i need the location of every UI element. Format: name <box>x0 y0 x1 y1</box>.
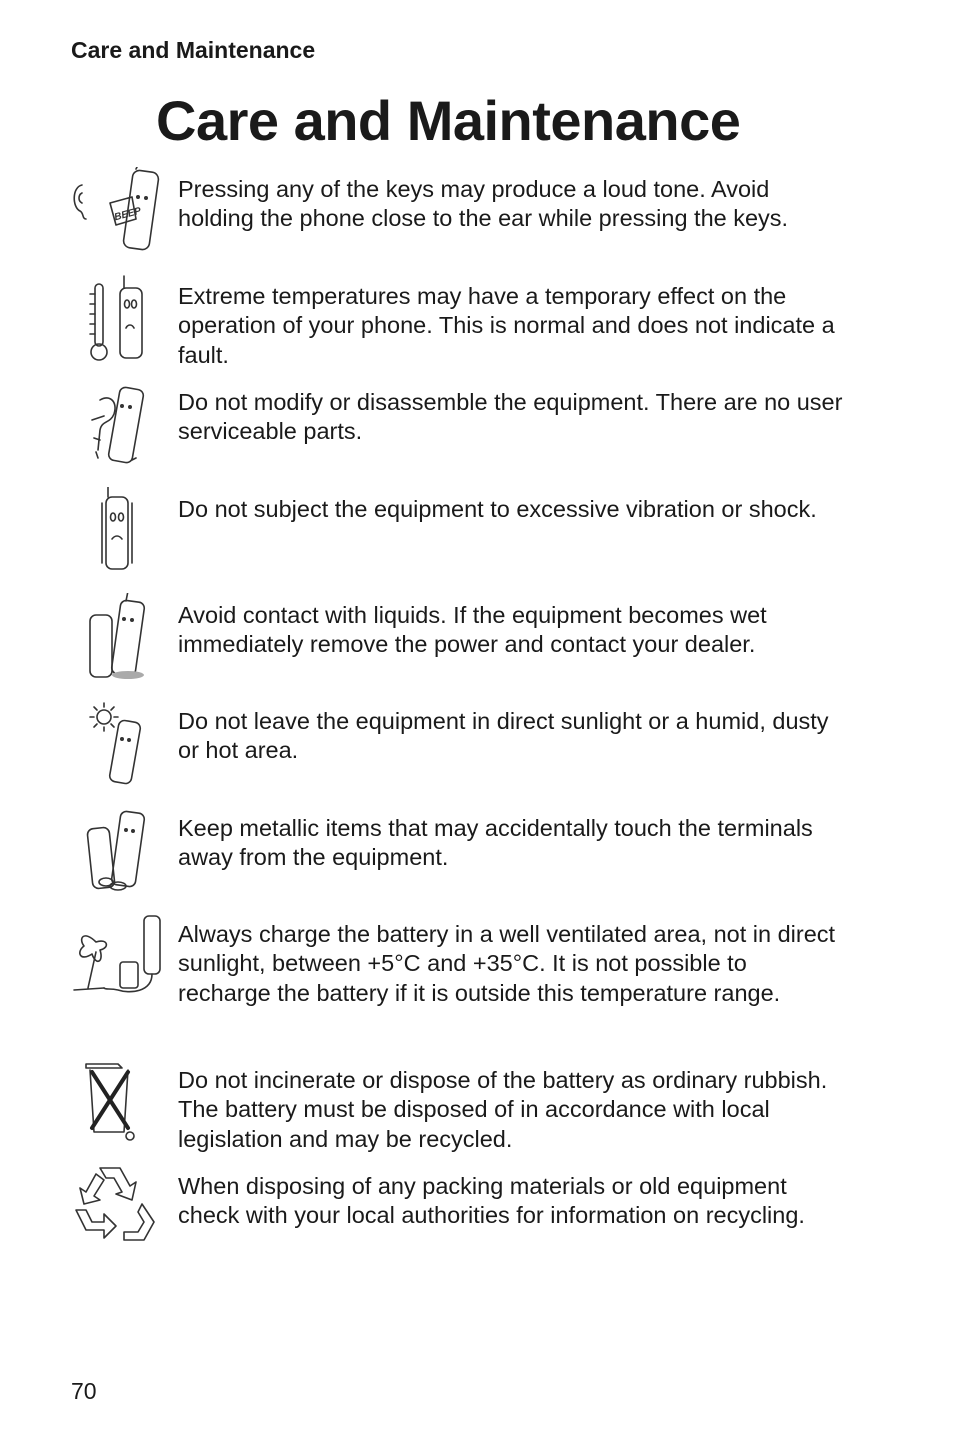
crossed-bin-icon <box>70 1058 162 1150</box>
sun-phone-icon <box>70 699 162 791</box>
fan-charger-phone-icon <box>70 912 162 1004</box>
recycle-icon <box>70 1164 162 1256</box>
care-item-text: Always charge the battery in a well ventilated area, not in direct sunlight, between +5°C and +35°C. It is not possible to recharge the battery if it is outside this temperature range. <box>178 921 836 1006</box>
care-item-text: Keep metallic items that may accidentally touch the terminals away from the equipment. <box>178 815 813 871</box>
running-header: Care and Maintenance <box>71 37 316 63</box>
shaking-phone-icon <box>70 487 162 579</box>
svg-text:BEEP: BEEP <box>113 205 143 224</box>
metal-items-phone-icon <box>70 806 162 898</box>
wet-phone-icon <box>70 593 162 685</box>
care-item-text: Avoid contact with liquids. If the equipment becomes wet immediately remove the power and contact your dealer. <box>178 602 767 658</box>
care-item-text: Do not leave the equipment in direct sunlight or a humid, dusty or hot area. <box>178 708 829 764</box>
care-item-text: When disposing of any packing materials or old equipment check with your local authorities for information on recycling. <box>178 1173 805 1229</box>
care-item-text: Pressing any of the keys may produce a loud tone. Avoid holding the phone close to the ear while pressing the keys. <box>178 176 789 232</box>
page-title: Care and Maintenance <box>156 89 741 152</box>
page-number: 70 <box>71 1378 97 1404</box>
care-item-text: Do not incinerate or dispose of the battery as ordinary rubbish. The battery must be disposed of in accordance with local legislation and may be recycled. <box>178 1067 828 1152</box>
ear-beep-phone-icon <box>70 167 162 259</box>
thermometer-phone-icon <box>70 274 162 366</box>
care-item-text: Do not subject the equipment to excessive vibration or shock. <box>178 496 817 522</box>
care-item-text: Extreme temperatures may have a temporary effect on the operation of your phone. This is normal and does not indicate a fault. <box>178 283 835 368</box>
disassemble-phone-icon <box>70 380 162 472</box>
care-item-text: Do not modify or disassemble the equipment. There are no user serviceable parts. <box>178 389 843 445</box>
